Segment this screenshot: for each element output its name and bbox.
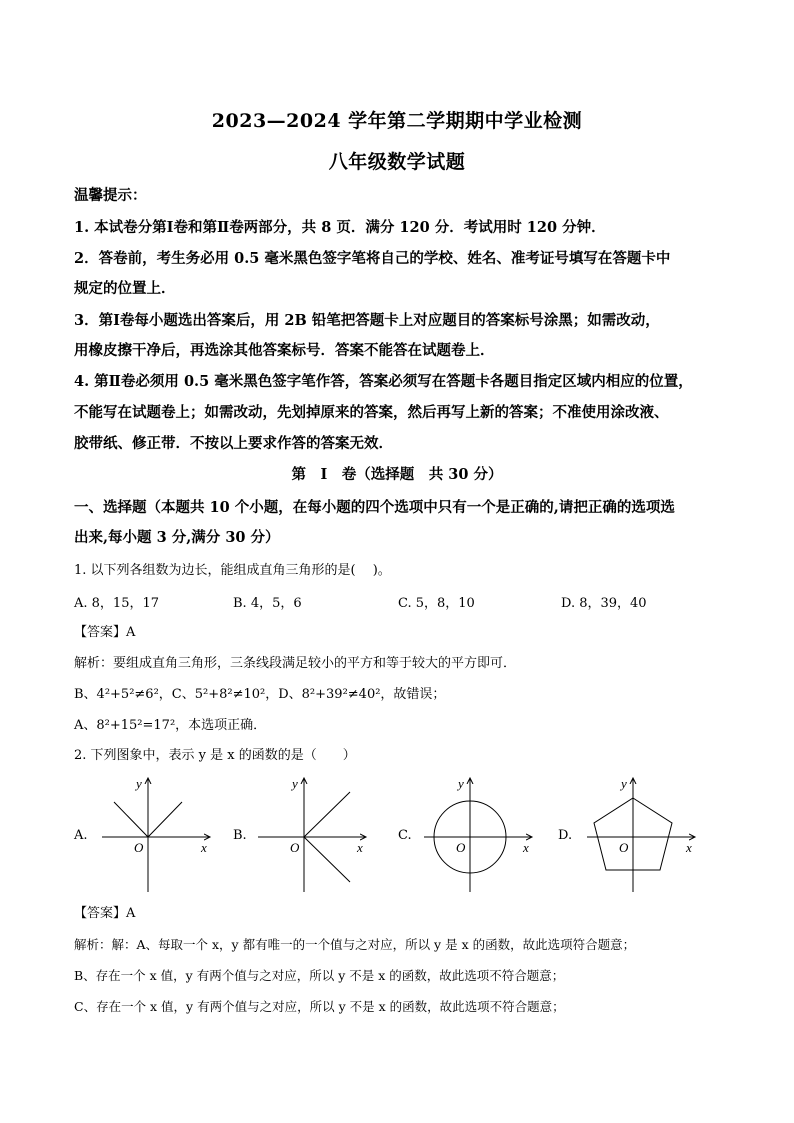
notice-item-4-cont: 不能写在试题卷上；如需改动，先划掉原来的答案，然后再写上新的答案；不准使用涂改液、 — [74, 404, 669, 421]
q2-graph-c — [418, 772, 538, 894]
y-axis-label: y — [621, 776, 627, 791]
notice-item-3-cont: 用橡皮擦干净后，再选涂其他答案标号．答案不能答在试题卷上． — [74, 342, 495, 359]
q2-option-c-label: C. — [398, 828, 412, 843]
q2-option-d-label: D. — [558, 828, 573, 843]
x-axis-label: x — [686, 840, 692, 855]
q2-graph-b — [252, 772, 372, 894]
q1-option-d: D. 8，39，40 — [561, 596, 647, 611]
origin-label: O — [456, 840, 466, 855]
q2-graph-d — [581, 772, 701, 894]
y-axis-label: y — [136, 776, 142, 791]
q1-option-c: C. 5，8，10 — [398, 596, 475, 611]
q2-graph-a — [96, 772, 216, 894]
y-axis-label: y — [458, 776, 464, 791]
section-heading: 一、选择题（本题共 10 个小题，在每小题的四个选项中只有一个是正确的,请把正确的选项选 — [74, 499, 675, 516]
notice-item-4-cont2: 胶带纸、修正带．不按以上要求作答的答案无效． — [74, 435, 393, 452]
q1-answer: 【答案】A — [74, 625, 136, 640]
q2-analysis-2: B、存在一个 x 值，y 有两个值与之对应，所以 y 不是 x 的函数，故此选项不符合题意； — [74, 968, 565, 983]
x-axis-label: x — [523, 840, 529, 855]
q2-option-a-label: A. — [74, 828, 88, 843]
notice-heading: 温馨提示： — [74, 187, 147, 204]
origin-label: O — [290, 840, 300, 855]
notice-item-4: 4. 第Ⅱ卷必须用 0.5 毫米黑色签字笔作答，答案必须写在答题卡各题目指定区域内相应的位置， — [74, 373, 693, 390]
q1-option-b: B. 4，5，6 — [233, 596, 302, 611]
notice-item-2: 2．答卷前，考生务必用 0.5 毫米黑色签字笔将自己的学校、姓名、准考证号填写在答题卡中 — [74, 250, 671, 267]
y-axis-label: y — [292, 776, 298, 791]
question-1-stem: 1. 以下列各组数为边长，能组成直角三角形的是( )。 — [74, 563, 391, 578]
q2-option-b-label: B. — [233, 828, 247, 843]
q2-analysis-1: 解析：解：A、每取一个 x，y 都有唯一的一个值与之对应，所以 y 是 x 的函数，故此选项符合题意； — [74, 937, 636, 952]
q2-answer: 【答案】A — [74, 906, 136, 921]
notice-item-3: 3．第Ⅰ卷每小题选出答案后，用 2B 铅笔把答题卡上对应题目的答案标号涂黑；如需改动， — [74, 312, 660, 329]
notice-item-1: 1. 本试卷分第Ⅰ卷和第Ⅱ卷两部分，共 8 页．满分 120 分．考试用时 120 分钟． — [74, 219, 606, 236]
section-heading-cont: 出来,每小题 3 分,满分 30 分） — [74, 529, 280, 546]
origin-label: O — [134, 840, 144, 855]
notice-item-2-cont: 规定的位置上． — [74, 280, 176, 297]
exam-title: 2023—2024 学年第二学期期中学业检测 — [211, 110, 583, 132]
exam-subtitle: 八年级数学试题 — [328, 151, 466, 173]
q1-analysis-1: 解析：要组成直角三角形，三条线段满足较小的平方和等于较大的平方即可． — [74, 656, 517, 671]
question-2-stem: 2. 下列图象中，表示 y 是 x 的函数的是（ ） — [74, 748, 356, 763]
x-axis-label: x — [201, 840, 207, 855]
q1-analysis-3: A、8²+15²=17²，本选项正确． — [74, 718, 267, 733]
q2-analysis-3: C、存在一个 x 值，y 有两个值与之对应，所以 y 不是 x 的函数，故此选项不符合题意； — [74, 999, 565, 1014]
origin-label: O — [619, 840, 629, 855]
q1-analysis-2: B、4²+5²≠6²，C、5²+8²≠10²，D、8²+39²≠40²，故错误； — [74, 687, 446, 702]
q1-option-a: A. 8，15，17 — [74, 596, 160, 611]
section-title: 第 Ⅰ 卷（选择题 共 30 分） — [291, 466, 503, 483]
x-axis-label: x — [357, 840, 363, 855]
